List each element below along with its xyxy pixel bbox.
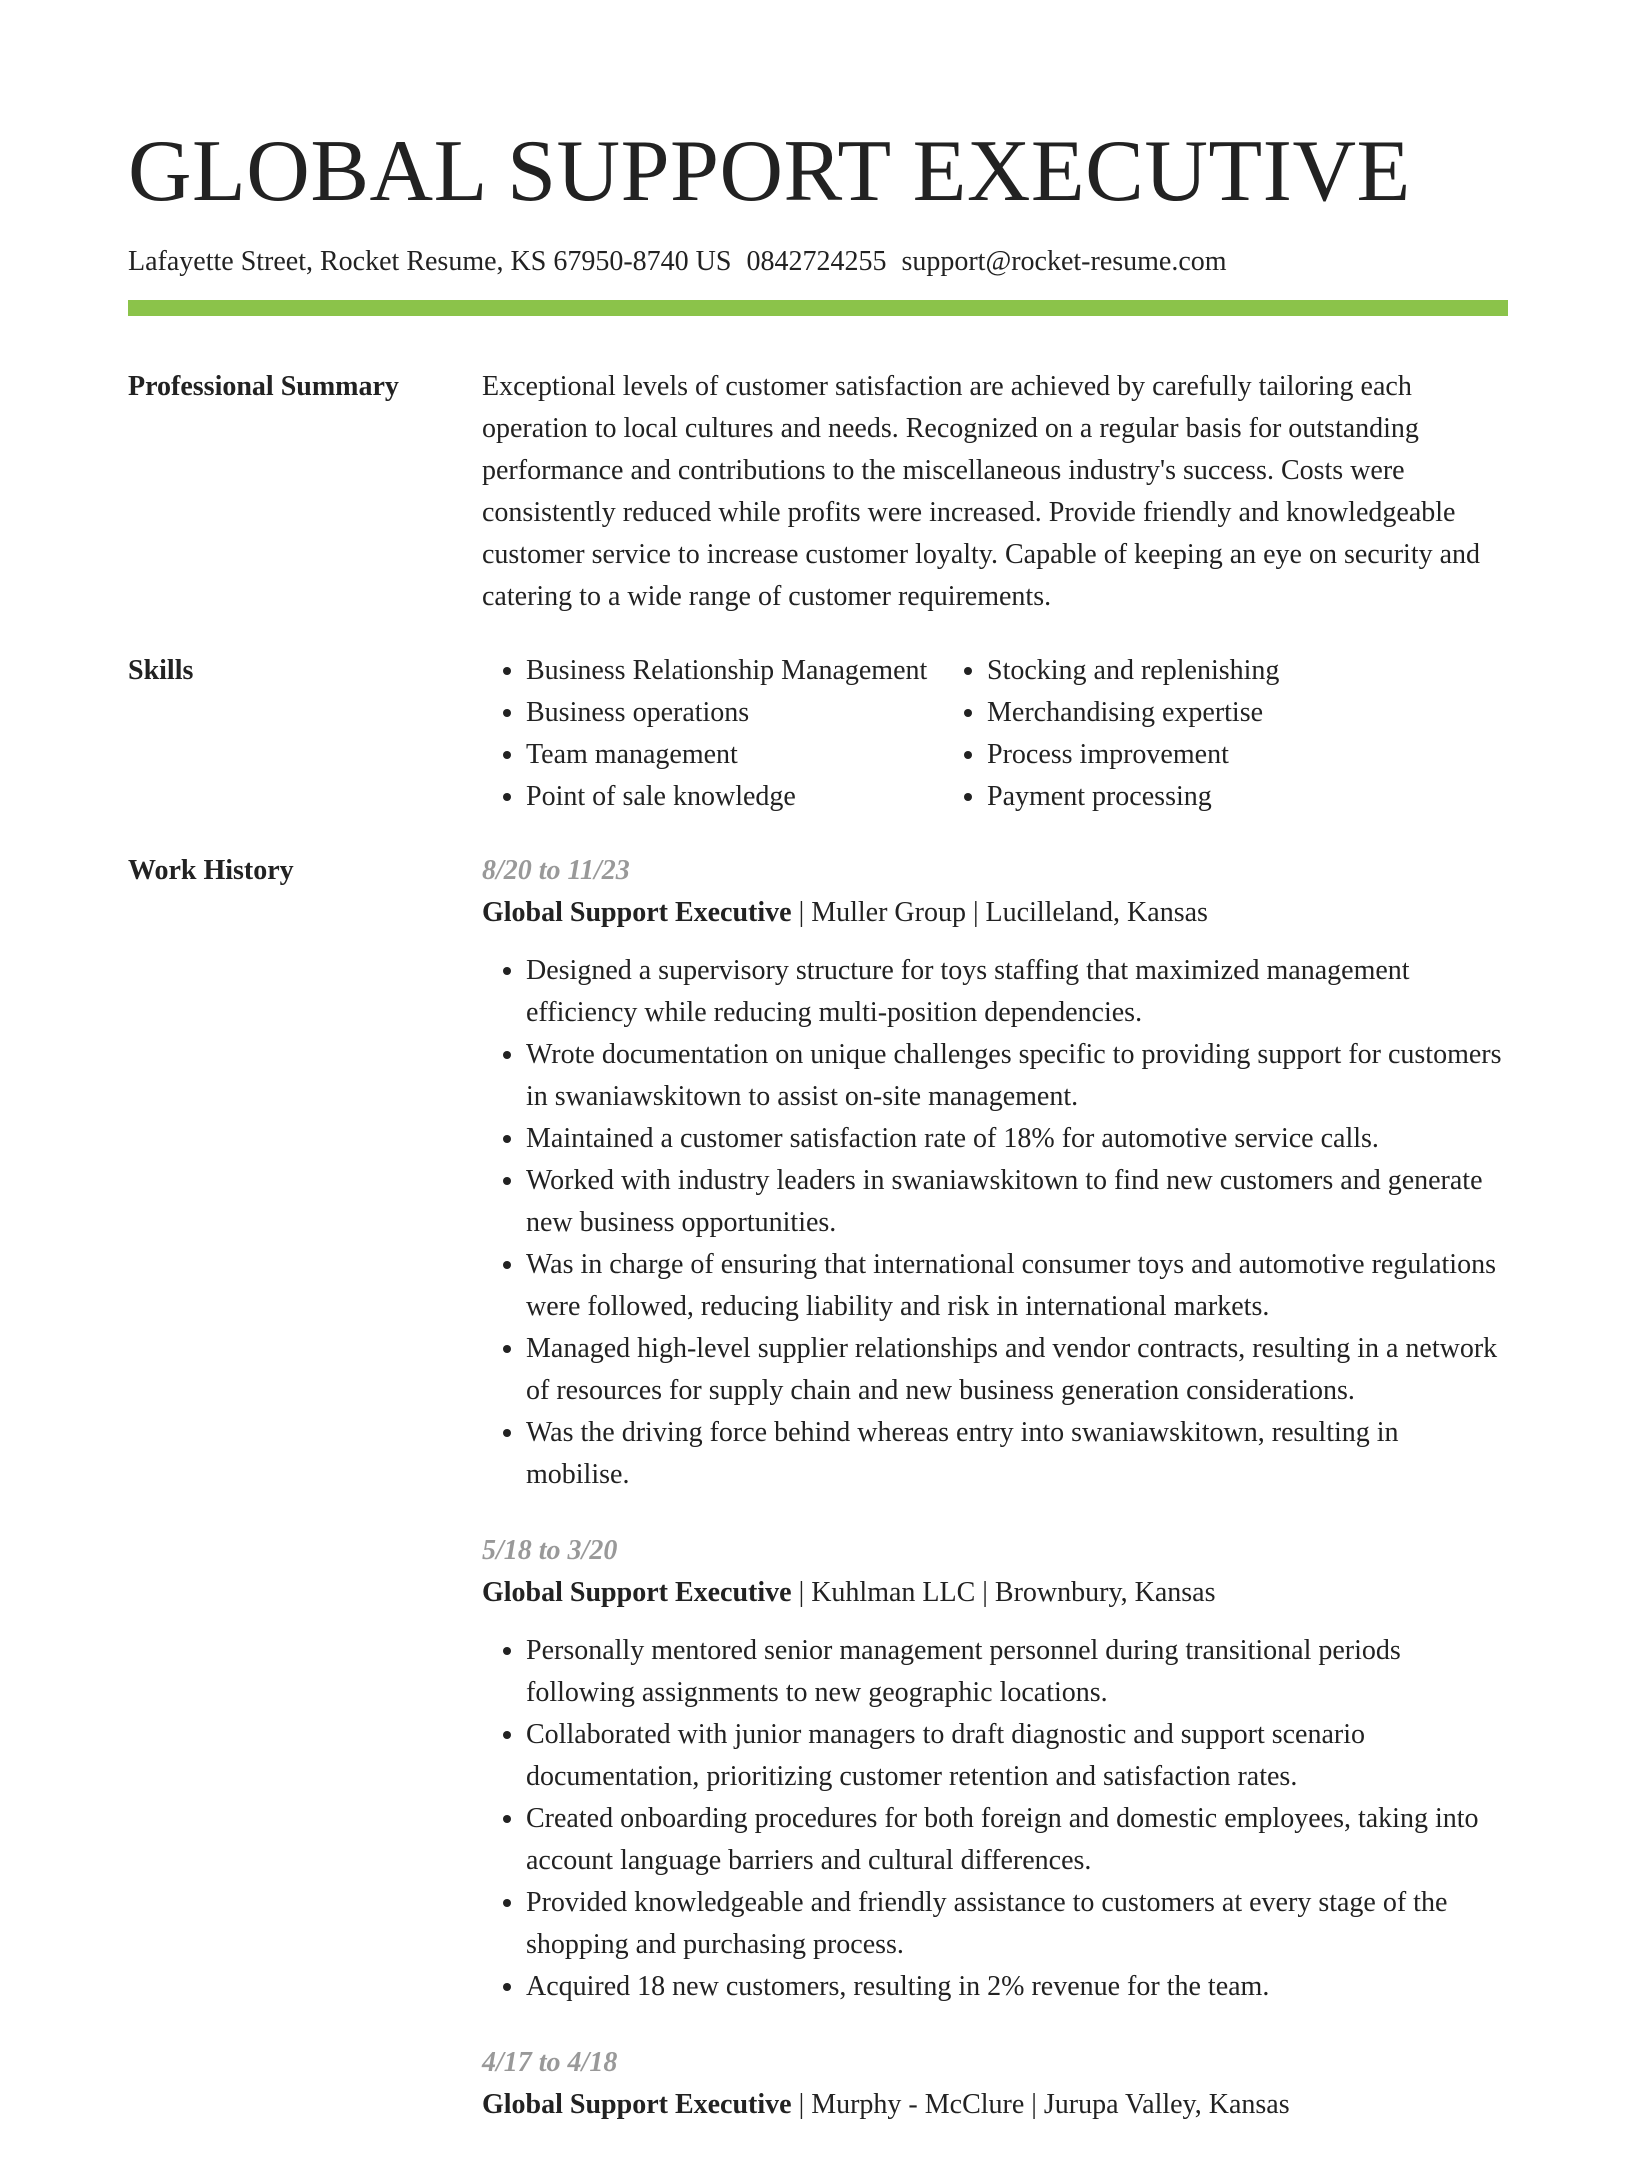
contact-phone[interactable]: 0842724255 (746, 246, 887, 277)
accent-divider (128, 300, 1508, 316)
work-history-list (482, 850, 1508, 2160)
job-bullets (482, 1630, 1508, 2008)
job-bullet: • Collaborated with junior managers to draft diagnostic and support scenario documentation, prioritizing customer retention and satisfaction rates. (526, 1714, 1508, 1798)
job-dates: 8/20 to 11/23 (482, 855, 630, 886)
job-heading (482, 892, 1508, 934)
job-title: Global Support Executive (482, 1577, 792, 1608)
job-bullets (482, 950, 1508, 1496)
job-dates: 5/18 to 3/20 (482, 1535, 618, 1566)
skill-item: • Team management (526, 734, 943, 776)
skill-item: • Stocking and replenishing (987, 650, 1279, 692)
job-entry (482, 850, 1508, 1496)
job-bullet: • Was in charge of ensuring that international consumer toys and automotive regulations were followed, reducing liability and risk in international markets. (526, 1244, 1508, 1328)
job-bullet: • Managed high-level supplier relationships and vendor contracts, resulting in a network of resources for supply chain and new business generation considerations. (526, 1328, 1508, 1412)
job-title: Global Support Executive (482, 897, 792, 928)
job-dates: 4/17 to 4/18 (482, 2047, 618, 2078)
job-bullet: • Worked with industry leaders in swaniawskitown to find new customers and generate new business opportunities. (526, 1160, 1508, 1244)
skill-item: • Merchandising expertise (987, 692, 1279, 734)
job-entry (482, 2042, 1508, 2126)
skill-item: • Process improvement (987, 734, 1279, 776)
skill-item: • Business operations (526, 692, 943, 734)
job-heading (482, 2084, 1508, 2126)
job-details: | Muller Group | Lucilleland, Kansas (791, 897, 1208, 928)
job-entry (482, 1530, 1508, 2008)
job-bullet: • Provided knowledgeable and friendly assistance to customers at every stage of the shopping and purchasing process. (526, 1882, 1508, 1966)
contact-line (128, 244, 1508, 280)
job-bullet: • Created onboarding procedures for both foreign and domestic employees, taking into account language barriers and cultural differences. (526, 1798, 1508, 1882)
job-bullet: • Acquired 18 new customers, resulting in 2% revenue for the team. (526, 1966, 1508, 2008)
skills-columns (482, 650, 1508, 818)
skill-item: • Point of sale knowledge (526, 776, 943, 818)
job-bullet: • Was the driving force behind whereas entry into swaniawskitown, resulting in mobilise. (526, 1412, 1508, 1496)
summary-section (128, 366, 1508, 618)
contact-email[interactable]: support@rocket-resume.com (901, 246, 1227, 277)
job-details: | Kuhlman LLC | Brownbury, Kansas (791, 1577, 1216, 1608)
resume-title: GLOBAL SUPPORT EXECUTIVE (128, 123, 1411, 220)
job-bullet: • Maintained a customer satisfaction rate of 18% for automotive service calls. (526, 1118, 1508, 1160)
job-bullet: • Designed a supervisory structure for toys staffing that maximized management efficiency while reducing multi-position dependencies. (526, 950, 1508, 1034)
work-history-label: Work History (128, 855, 294, 886)
contact-address: Lafayette Street, Rocket Resume, KS 67950-8740 US (128, 246, 732, 277)
job-details: | Murphy - McClure | Jurupa Valley, Kansas (791, 2089, 1290, 2120)
skills-section (128, 650, 1508, 818)
job-bullet: • Wrote documentation on unique challenges specific to providing support for customers in swaniawskitown to assist on-site management. (526, 1034, 1508, 1118)
skills-column-left (482, 650, 943, 818)
job-heading (482, 1572, 1508, 1614)
skill-item: • Business Relationship Management (526, 650, 943, 692)
resume-page (128, 0, 1508, 2160)
job-bullet: • Personally mentored senior management personnel during transitional periods following assignments to new geographic locations. (526, 1630, 1508, 1714)
skills-column-right (943, 650, 1279, 818)
skill-item: • Payment processing (987, 776, 1279, 818)
skills-label: Skills (128, 655, 194, 686)
job-title: Global Support Executive (482, 2089, 792, 2120)
summary-label: Professional Summary (128, 371, 399, 402)
summary-text: Exceptional levels of customer satisfaction are achieved by carefully tailoring each operation to local cultures and needs. Recognized on a regular basis for outstanding performance and contributions to the miscellaneous industry's success. Costs were consistently reduced while profits were increased. Provide friendly and knowledgeable customer service to increase customer loyalty. Capable of keeping an eye on security and catering to a wide range of customer requirements. (482, 371, 1481, 612)
work-history-section (128, 850, 1508, 2160)
